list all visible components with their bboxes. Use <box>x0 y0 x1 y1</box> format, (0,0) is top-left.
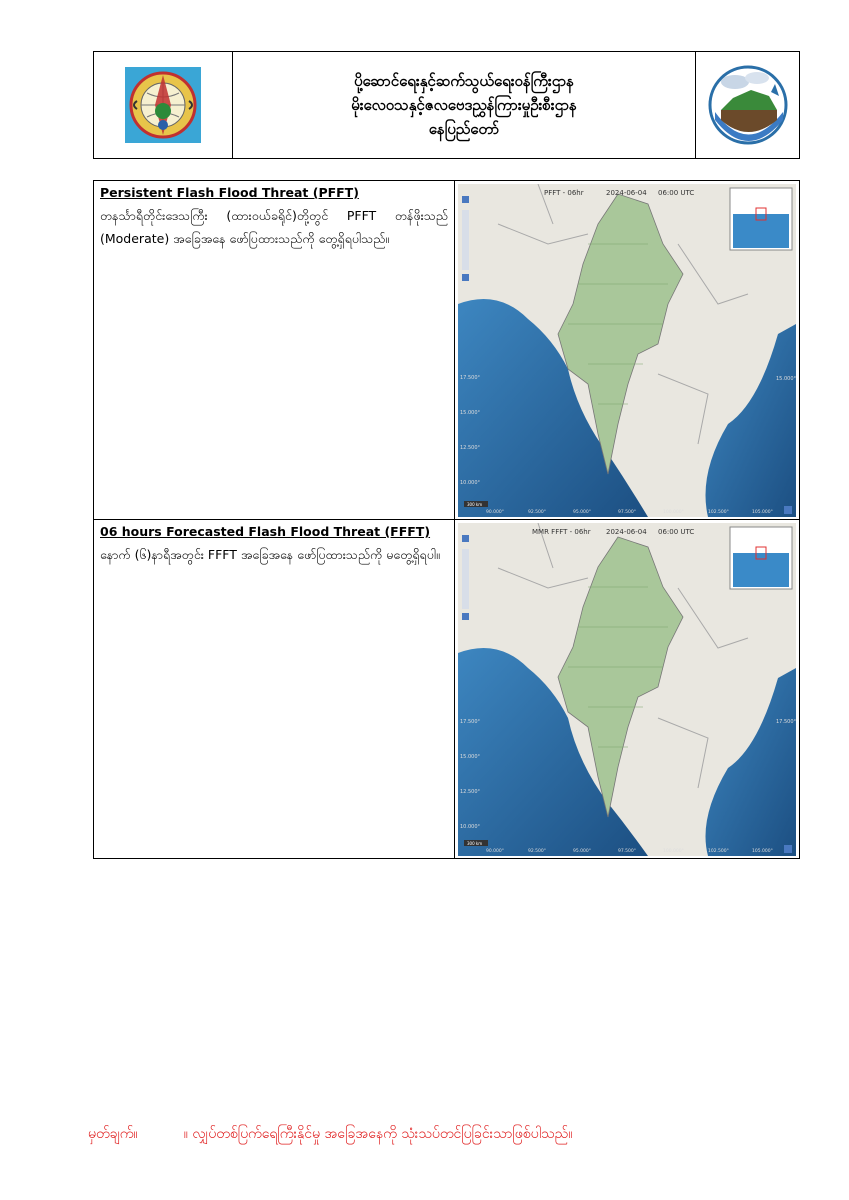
lon-label: 97.500° <box>618 849 636 854</box>
lat-label: 12.500° <box>460 445 480 451</box>
pfft-row <box>93 180 800 520</box>
map-expand-button[interactable] <box>784 506 792 514</box>
pfft-heading: Persistent Flash Flood Threat (PFFT) <box>100 185 359 200</box>
lon-label: 95.000° <box>573 510 591 515</box>
map-title: PFFT - 06hr <box>544 189 584 197</box>
lon-label: 90.000° <box>486 849 504 854</box>
zoom-slider[interactable] <box>462 210 469 270</box>
lon-label: 97.500° <box>618 510 636 515</box>
header-right-logo-cell <box>695 52 799 158</box>
map-date: 2024-06-04 <box>606 528 647 536</box>
map-expand-button[interactable] <box>784 845 792 853</box>
footer-note-label: မှတ်ချက်။ <box>88 1126 138 1142</box>
map-title: MMR FFFT - 06hr <box>532 528 591 536</box>
lon-label: 92.500° <box>528 510 546 515</box>
lon-label: 90.000° <box>486 510 504 515</box>
map-time: 06:00 UTC <box>658 189 695 197</box>
header-location: နေပြည်တော် <box>428 120 500 138</box>
lat-label-right: 15.000° <box>776 376 796 382</box>
footer-note-text: ။ လျှပ်တစ်ပြက်ရေကြီးနိုင်မှု အခြေအနေကို သုံးသပ်တင်ပြခြင်းသာဖြစ်ပါသည်။ <box>183 1126 573 1142</box>
map-time: 06:00 UTC <box>658 528 695 536</box>
footer-note <box>88 1124 572 1145</box>
zoom-in-button[interactable] <box>462 535 469 542</box>
header-title-cell <box>233 52 695 158</box>
ffft-text-cell <box>94 520 455 858</box>
ffft-description: နောက် (၆)နာရီအတွင်း FFFT အခြေအနေ ဖော်ပြထားသည်ကို မတွေ့ရှိရပါ။ <box>100 547 440 562</box>
scale-bar-label: 300 km <box>467 841 483 846</box>
lon-label: 92.500° <box>528 849 546 854</box>
zoom-out-button[interactable] <box>462 274 469 281</box>
lon-label: 95.000° <box>573 849 591 854</box>
header-left-logo-cell <box>94 52 233 158</box>
document-header <box>93 51 800 159</box>
ministry-logo <box>123 65 203 145</box>
ffft-map <box>458 523 796 856</box>
inset-ocean <box>733 214 789 248</box>
zoom-out-button[interactable] <box>462 613 469 620</box>
hydrology-logo <box>705 62 791 148</box>
lat-label: 17.500° <box>460 375 480 381</box>
lat-label: 15.000° <box>460 410 480 416</box>
lon-label: 102.500° <box>708 849 729 854</box>
lat-label: 17.500° <box>460 719 480 725</box>
header-ministry-name: ပို့ဆောင်ရေးနှင့်ဆက်သွယ်ရေးဝန်ကြီးဌာန <box>354 72 574 90</box>
inset-ocean <box>733 553 789 587</box>
pfft-description: တနင်္သာရီတိုင်းဒေသကြီး (ထားဝယ်ခရိုင်)တို့တွင် PFFT တန်ဖိုးသည် (Moderate) အခြေအနေ ဖော်ပြထားသည်ကို တွေ့ရှိရပါသည်။ <box>100 208 448 246</box>
lat-label: 10.000° <box>460 824 480 830</box>
ffft-row <box>93 519 800 859</box>
zoom-slider[interactable] <box>462 549 469 609</box>
pfft-map-cell <box>455 181 799 519</box>
lon-label: 100.000° <box>663 849 684 854</box>
pfft-map <box>458 184 796 517</box>
scale-bar-label: 300 km <box>467 502 483 507</box>
lon-label: 102.500° <box>708 510 729 515</box>
zoom-in-button[interactable] <box>462 196 469 203</box>
ffft-heading: 06 hours Forecasted Flash Flood Threat (FFFT) <box>100 524 431 539</box>
ffft-map-cell <box>455 520 799 858</box>
header-department-name: မိုးလေဝသနှင့်ဇလဗေဒညွှန်ကြားမှုဦးစီးဌာန <box>351 96 577 114</box>
lat-label: 10.000° <box>460 480 480 486</box>
pfft-text-cell <box>94 181 455 519</box>
lat-label: 12.500° <box>460 789 480 795</box>
lon-label: 105.000° <box>752 849 773 854</box>
lon-label: 105.000° <box>752 510 773 515</box>
lon-label: 100.000° <box>663 510 684 515</box>
lat-label: 15.000° <box>460 754 480 760</box>
lat-label-right: 17.500° <box>776 719 796 725</box>
map-date: 2024-06-04 <box>606 189 647 197</box>
